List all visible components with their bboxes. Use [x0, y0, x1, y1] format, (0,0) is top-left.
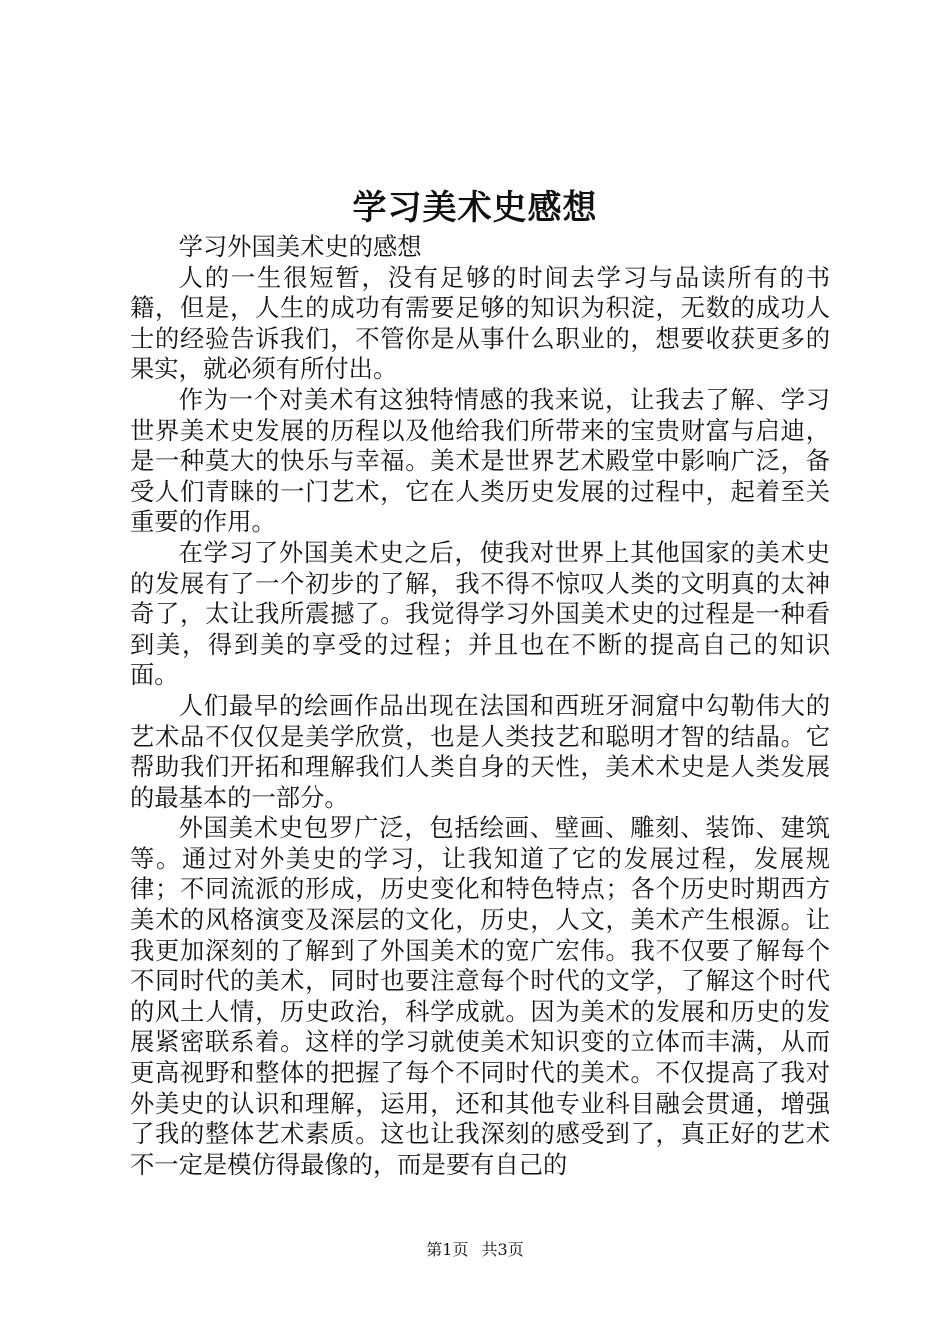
document-body [130, 232, 830, 1180]
document-title: 学习美术史感想 [352, 188, 598, 228]
paragraph: 人们最早的绘画作品出现在法国和西班牙洞窟中勾勒伟大的艺术品不仅仅是美学欣赏，也是人类技艺和聪明才智的结晶。它帮助我们开拓和理解我们人类自身的天性，美术术史是人类发展的最基本的一部分。 [130, 690, 830, 812]
paragraph: 人的一生很短暂，没有足够的时间去学习与品读所有的书籍，但是，人生的成功有需要足够的知识为积淀，无数的成功人士的经验告诉我们，不管你是从事什么职业的，想要收获更多的果实，就必须有所付出。 [130, 262, 830, 384]
page-total: 共3页 [481, 1240, 524, 1259]
paragraph-subtitle: 学习外国美术史的感想 [178, 232, 422, 261]
paragraph: 外国美术史包罗广泛，包括绘画、壁画、雕刻、装饰、建筑等。通过对外美史的学习，让我知道了它的发展过程，发展规律；不同流派的形成，历史变化和特色特点；各个历史时期西方美术的风格演变及深层的文化，历史，人文，美术产生根源。让我更加深刻的了解到了外国美术的宽广宏伟。我不仅要了解每个不同时代的美术，同时也要注意每个时代的文学，了解这个时代的风土人情，历史政治，科学成就。因为美术的发展和历史的发展紧密联系着。这样的学习就使美术知识变的立体而丰满，从而更高视野和整体的把握了每个不同时代的美术。不仅提高了我对外美史的认识和理解，运用，还和其他专业科目融会贯通，增强了我的整体艺术素质。这也让我深刻的感受到了，真正好的艺术不一定是模仿得最像的，而是要有自己的 [130, 813, 830, 1179]
page-footer [0, 1240, 950, 1260]
paragraph: 作为一个对美术有这独特情感的我来说，让我去了解、学习世界美术史发展的历程以及他给我们所带来的宝贵财富与启迪，是一种莫大的快乐与幸福。美术是世界艺术殿堂中影响广泛，备受人们青睐的一门艺术，它在人类历史发展的过程中，起着至关重要的作用。 [130, 384, 830, 537]
page-number: 第1页 [426, 1240, 469, 1259]
paragraph: 在学习了外国美术史之后，使我对世界上其他国家的美术史的发展有了一个初步的了解，我不得不惊叹人类的文明真的太神奇了，太让我所震撼了。我觉得学习外国美术史的过程是一种看到美，得到美的享受的过程；并且也在不断的提高自己的知识面。 [130, 537, 830, 690]
